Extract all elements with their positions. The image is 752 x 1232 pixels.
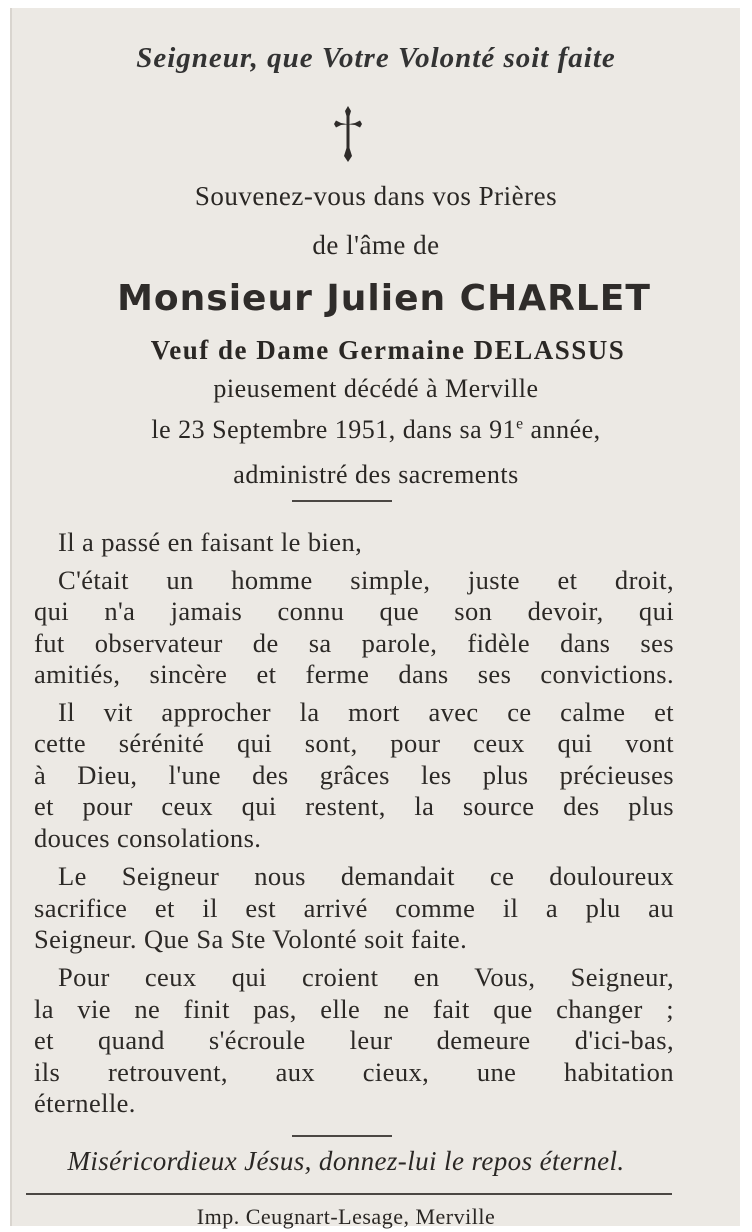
death-date-line bbox=[12, 415, 740, 445]
cross-icon bbox=[328, 104, 368, 164]
paragraph-4-line-3: Seigneur. Que Sa Ste Volonté soit faite. bbox=[34, 924, 468, 954]
paragraph-3-line-1: Il vit approcher la mort avec ce calme et bbox=[58, 697, 674, 727]
paragraph-5-line-2: la vie ne finit pas, elle ne fait que changer ; bbox=[34, 994, 674, 1024]
paragraph-2-line-2: qui n'a jamais connu que son devoir, qui bbox=[34, 596, 674, 626]
paragraph-2-line-4: amitiés, sincère et ferme dans ses convictions. bbox=[34, 659, 674, 689]
paragraph-3-line-4: et pour ceux qui restent, la source des plus bbox=[34, 791, 674, 821]
date-prefix: le 23 Septembre 1951, dans sa 91 bbox=[151, 415, 517, 444]
closing-prayer: Miséricordieux Jésus, donnez-lui le repos éternel. bbox=[67, 1146, 625, 1176]
intro-line-1: Souvenez-vous dans vos Prières bbox=[194, 181, 558, 211]
memorial-card bbox=[10, 8, 740, 1229]
paragraph-2-line-1: C'était un homme simple, juste et droit, bbox=[58, 565, 674, 595]
paragraph-5-line-1: Pour ceux qui croient en Vous, Seigneur, bbox=[58, 962, 674, 992]
paragraph-5-line-3: et quand s'écroule leur demeure d'ici-bas, bbox=[34, 1025, 674, 1055]
header-motto: Seigneur, que Votre Volonté soit faite bbox=[136, 42, 616, 74]
printer-credit: Imp. Ceugnart-Lesage, Merville bbox=[196, 1204, 496, 1229]
date-suffix: année, bbox=[523, 415, 601, 444]
deceased-name: Monsieur Julien CHARLET bbox=[117, 278, 651, 319]
paragraph-4-line-2: sacrifice et il est arrivé comme il a plu au bbox=[34, 893, 674, 923]
death-place-line: pieusement décédé à Merville bbox=[213, 374, 539, 403]
paragraph-3-line-3: à Dieu, l'une des grâces les plus précieuses bbox=[34, 760, 674, 790]
top-divider bbox=[292, 500, 392, 502]
paragraph-1-line-1: Il a passé en faisant le bien, bbox=[58, 527, 363, 557]
sacraments-line: administré des sacrements bbox=[233, 460, 519, 489]
intro-line-2: de l'âme de bbox=[312, 230, 440, 260]
bottom-divider bbox=[292, 1135, 392, 1137]
paragraph-3-line-5: douces consolations. bbox=[34, 823, 262, 853]
paragraph-5-line-4: ils retrouvent, aux cieux, une habitation bbox=[34, 1057, 674, 1087]
paragraph-5-line-5: éternelle. bbox=[34, 1088, 136, 1118]
paragraph-4-line-1: Le Seigneur nous demandait ce douloureux bbox=[58, 861, 674, 891]
footer-rule bbox=[26, 1193, 672, 1195]
widower-line: Veuf de Dame Germaine DELASSUS bbox=[150, 335, 626, 365]
ordinal-suffix: e bbox=[516, 415, 524, 433]
paragraph-2-line-3: fut observateur de sa parole, fidèle dans ses bbox=[34, 628, 674, 658]
paragraph-3-line-2: cette sérénité qui sont, pour ceux qui vont bbox=[34, 728, 674, 758]
